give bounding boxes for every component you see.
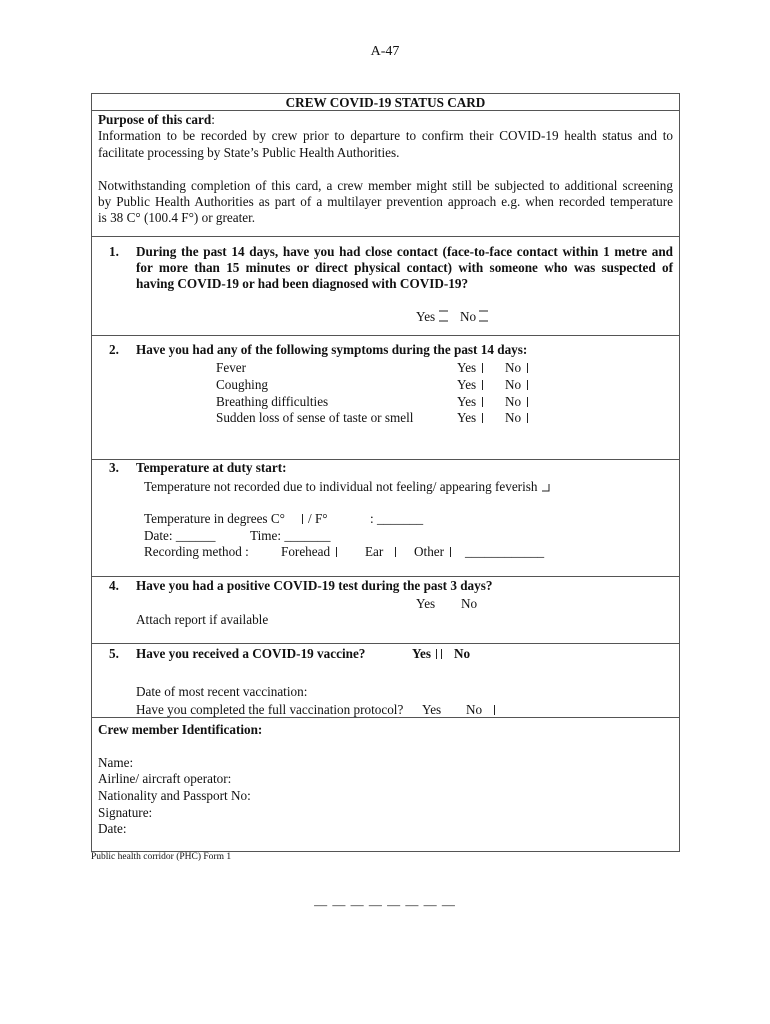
checkbox-icon[interactable] — [482, 413, 483, 423]
symptom-taste-smell-yes[interactable]: Yes — [457, 410, 483, 427]
symptom-taste-smell-no[interactable]: No — [505, 410, 528, 427]
divider — [92, 576, 679, 577]
q5-protocol-yes[interactable]: Yes — [422, 702, 442, 717]
symptom-coughing-yes[interactable]: Yes — [457, 377, 483, 394]
checkbox-icon[interactable] — [450, 547, 451, 557]
temperature-degrees-label: Temperature in degrees C° — [144, 511, 285, 526]
symptom-breathing-no[interactable]: No — [505, 394, 528, 411]
symptom-breathing: Breathing difficulties — [216, 394, 329, 409]
q1-no-option[interactable] — [460, 309, 488, 326]
not-recorded-checkbox[interactable] — [541, 481, 550, 492]
q4-attach-note: Attach report if available — [136, 612, 269, 627]
divider — [92, 236, 679, 237]
q4-number: 4. — [109, 578, 119, 593]
symptom-coughing-no[interactable]: No — [505, 377, 528, 394]
method-other[interactable]: Other — [414, 544, 451, 561]
form-title: CREW COVID-19 STATUS CARD — [285, 95, 486, 110]
q5-no-option[interactable]: No — [454, 646, 471, 661]
checkbox-icon[interactable] — [527, 380, 528, 390]
symptom-coughing: Coughing — [216, 377, 269, 392]
checkbox-icon[interactable] — [482, 397, 483, 407]
checkbox-icon[interactable] — [302, 514, 303, 524]
purpose-heading: Purpose of this card: — [98, 112, 215, 127]
temperature-value-field[interactable]: : _______ — [370, 511, 424, 526]
symptom-breathing-yes[interactable]: Yes — [457, 394, 483, 411]
q1-no-checkbox[interactable] — [479, 310, 488, 322]
q1-yes-label: Yes — [416, 309, 436, 324]
temperature-unit[interactable]: / F° — [302, 511, 328, 528]
crew-nationality-field[interactable]: Nationality and Passport No: — [98, 788, 251, 803]
checkbox-icon[interactable] — [441, 649, 442, 659]
checkbox-icon[interactable] — [482, 363, 483, 373]
q5-recent-vaccination-field[interactable]: Date of most recent vaccination: — [136, 684, 308, 699]
purpose-line-2: facilitate processing by State’s Public Health Authorities. — [98, 145, 400, 160]
q1-line-1: During the past 14 days, have you had close contact (face-to-face contact within 1 metre and — [136, 244, 673, 259]
q4-yes-option[interactable]: Yes — [416, 596, 436, 611]
q5-protocol-question: Have you completed the full vaccination protocol? — [136, 702, 404, 717]
q4-no-option[interactable]: No — [461, 596, 478, 611]
q1-yes-checkbox[interactable] — [439, 310, 448, 322]
purpose-note-2: by Public Health Authorities as part of a multilayer prevention approach e.g. when recorded temperature — [98, 194, 673, 209]
divider — [92, 643, 679, 644]
crew-id-heading: Crew member Identification: — [98, 722, 263, 737]
symptom-fever-no[interactable]: No — [505, 360, 528, 377]
temperature-not-recorded[interactable]: Temperature not recorded due to individual not feeling/ appearing feverish — [144, 479, 550, 496]
temperature-time-field[interactable]: Time: _______ — [250, 528, 331, 543]
q1-line-2: for more than 15 minutes or direct physical contact) with someone who was suspected of — [136, 260, 673, 275]
checkbox-icon[interactable] — [494, 705, 495, 715]
crew-date-field[interactable]: Date: — [98, 821, 127, 836]
method-forehead[interactable]: Forehead — [281, 544, 337, 561]
checkbox-icon[interactable] — [395, 547, 396, 557]
symptom-taste-smell: Sudden loss of sense of taste or smell — [216, 410, 414, 425]
q2-question: Have you had any of the following symptoms during the past 14 days: — [136, 342, 528, 357]
divider — [92, 335, 679, 336]
form-footnote: Public health corridor (PHC) Form 1 — [91, 852, 232, 862]
temperature-date-field[interactable]: Date: ______ — [144, 528, 216, 543]
divider — [92, 110, 679, 111]
symptom-fever: Fever — [216, 360, 247, 375]
checkbox-icon[interactable] — [336, 547, 337, 557]
checkbox-icon[interactable] — [527, 397, 528, 407]
crew-airline-field[interactable]: Airline/ aircraft operator: — [98, 771, 232, 786]
q5-yes-option[interactable]: Yes — [412, 646, 442, 663]
bottom-rule: — — — — — — — — — [314, 897, 456, 912]
q3-number: 3. — [109, 460, 119, 475]
q5-protocol-no[interactable]: No — [466, 702, 495, 719]
checkbox-icon[interactable] — [527, 363, 528, 373]
recording-method-label: Recording method : — [144, 544, 249, 559]
symptom-fever-yes[interactable]: Yes — [457, 360, 483, 377]
crew-name-field[interactable]: Name: — [98, 755, 134, 770]
page-number: A-47 — [370, 44, 400, 59]
q2-number: 2. — [109, 342, 119, 357]
checkbox-icon[interactable] — [482, 380, 483, 390]
crew-status-card — [91, 93, 680, 852]
crew-signature-field[interactable]: Signature: — [98, 805, 153, 820]
q4-question: Have you had a positive COVID-19 test during the past 3 days? — [136, 578, 493, 593]
method-other-field[interactable]: ____________ — [465, 544, 545, 559]
q5-number: 5. — [109, 646, 119, 661]
q1-number: 1. — [109, 244, 119, 259]
q3-question: Temperature at duty start: — [136, 460, 287, 475]
q5-question: Have you received a COVID-19 vaccine? — [136, 646, 366, 661]
purpose-line-1: Information to be recorded by crew prior to departure to confirm their COVID-19 health status and to — [98, 128, 673, 143]
checkbox-icon[interactable] — [436, 649, 437, 659]
q1-yes-option[interactable] — [416, 309, 448, 326]
method-ear[interactable]: Ear — [365, 544, 396, 561]
divider — [92, 717, 679, 718]
q1-line-3: having COVID-19 or had been diagnosed with COVID-19? — [136, 276, 469, 291]
checkbox-icon[interactable] — [527, 413, 528, 423]
purpose-note-3: is 38 C° (100.4 F°) or greater. — [98, 210, 256, 225]
purpose-note-1: Notwithstanding completion of this card, a crew member might still be subjected to additional screening — [98, 178, 673, 193]
q1-no-label: No — [460, 309, 477, 324]
